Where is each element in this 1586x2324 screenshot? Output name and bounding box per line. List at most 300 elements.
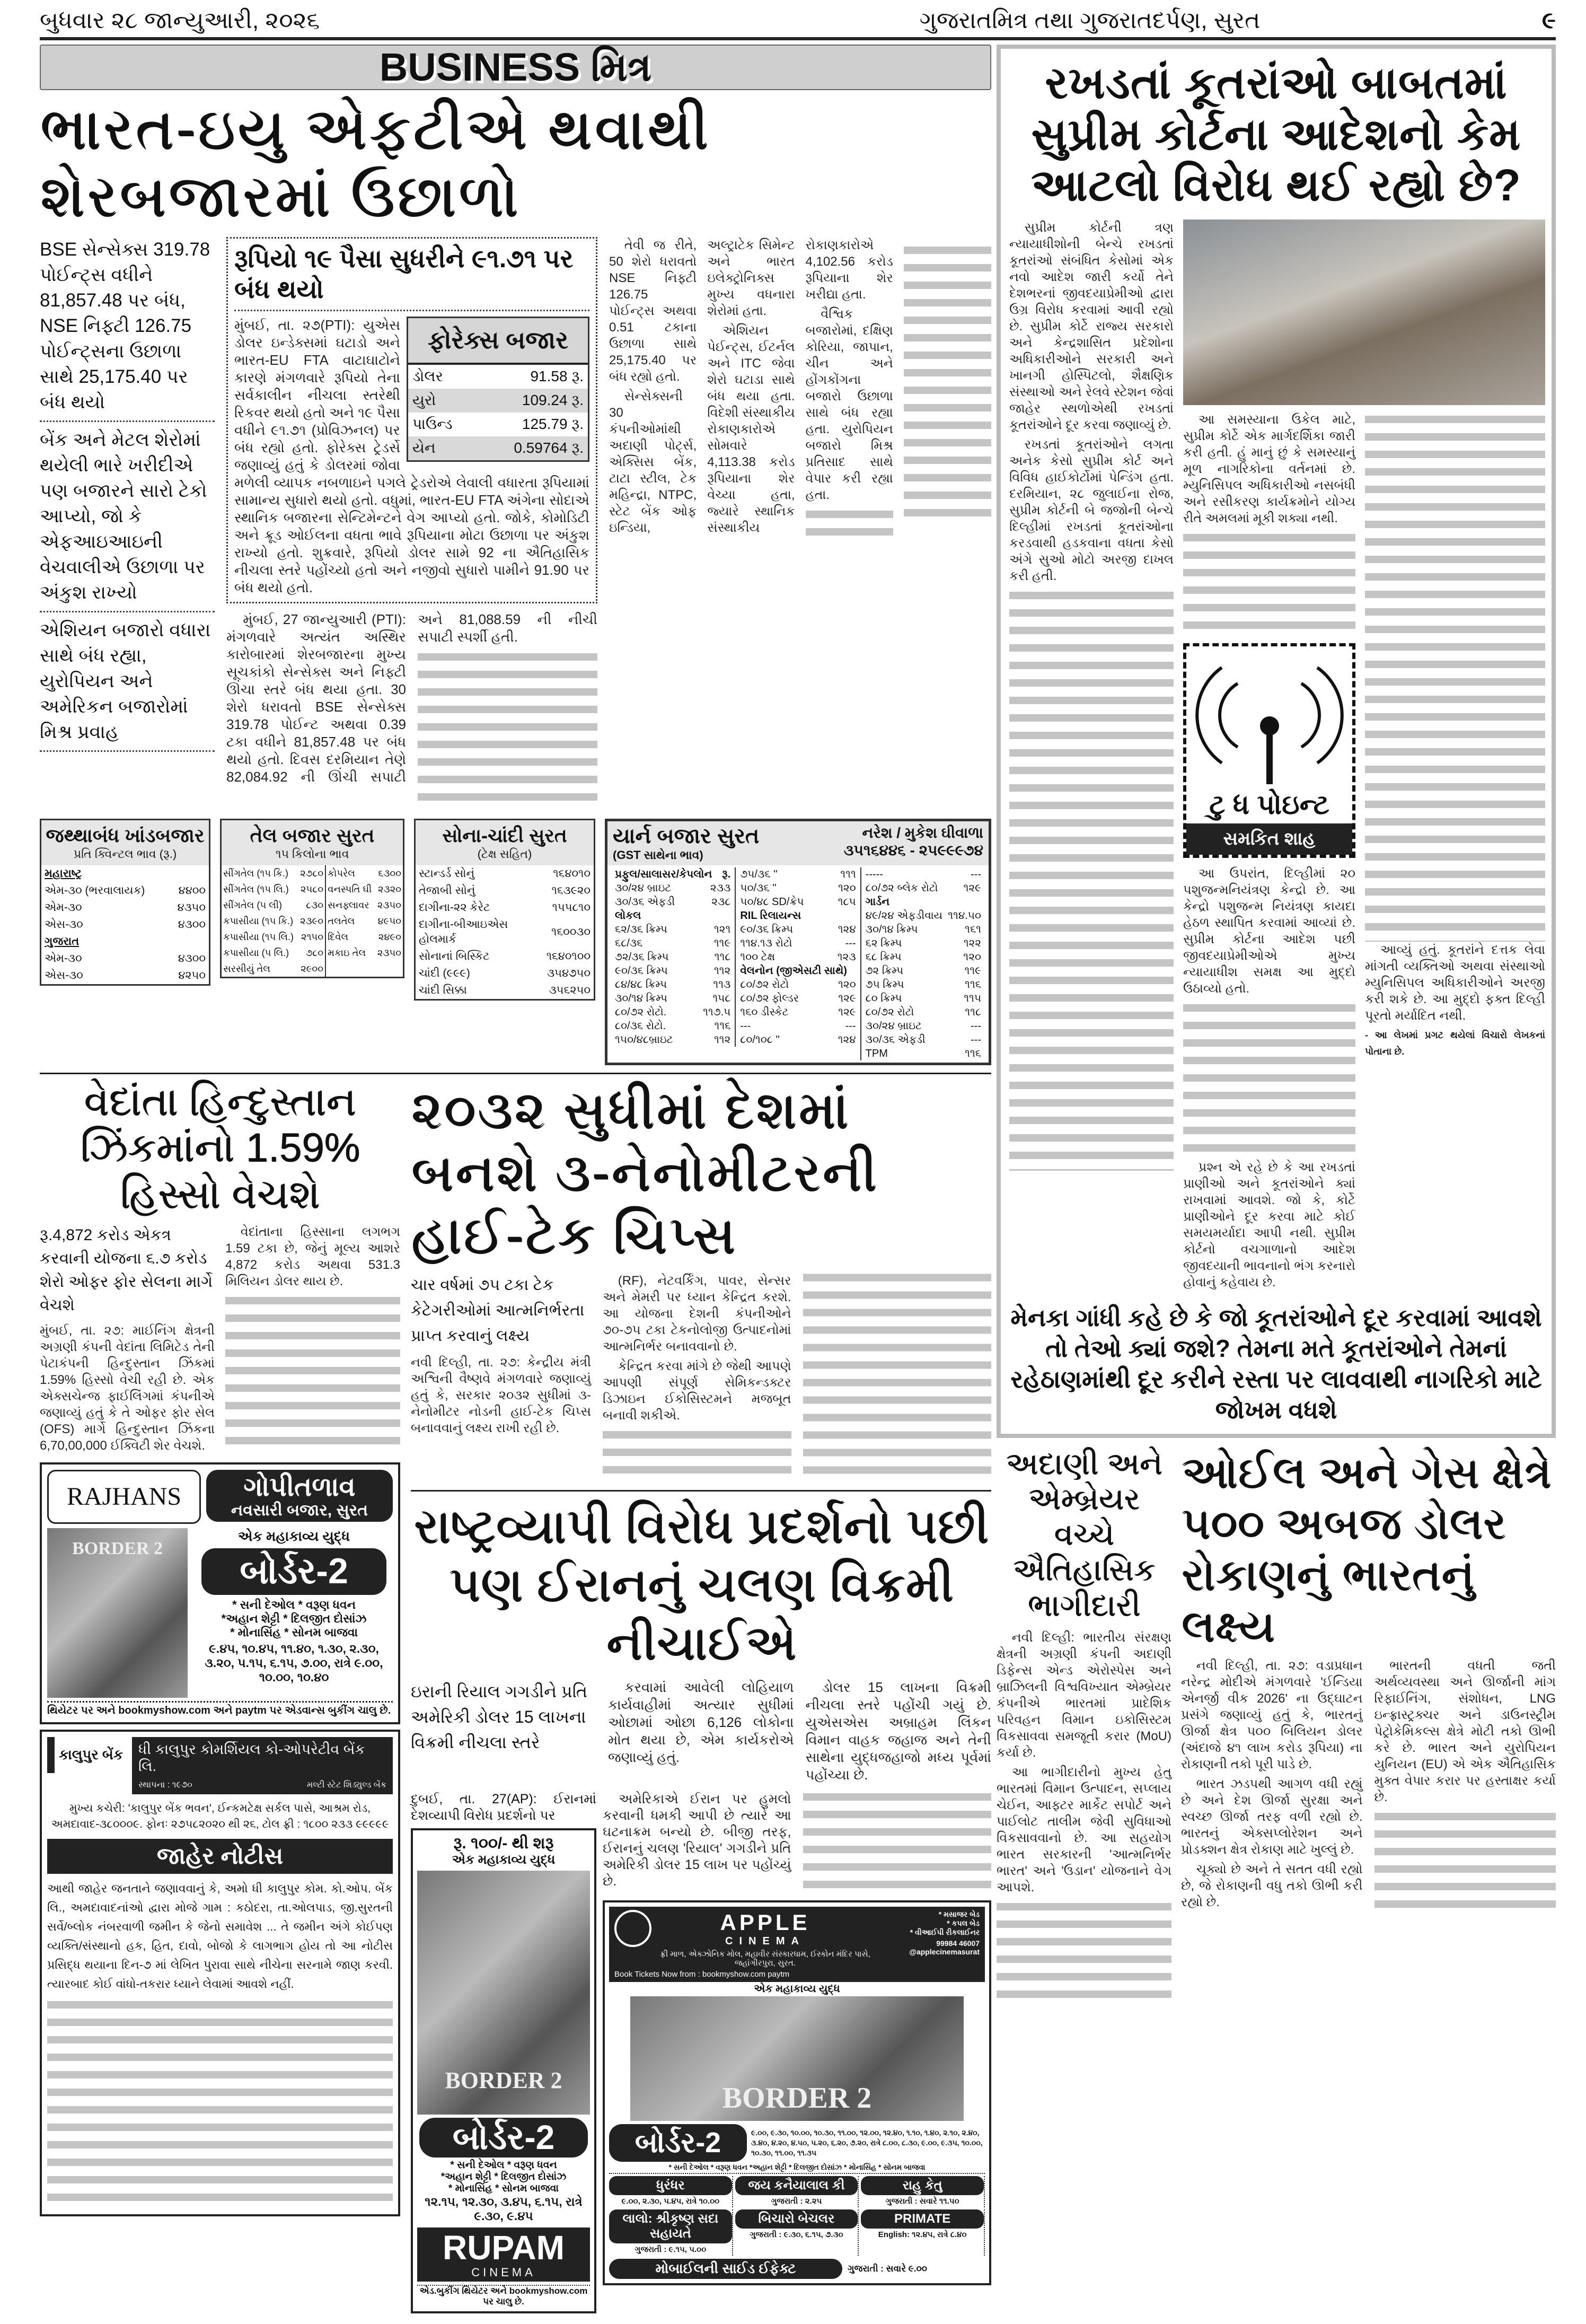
venue-name: ગોપીતળાવ (243, 1472, 356, 1502)
yarn-value: ૧૨૯ (838, 1006, 856, 1018)
yarn-label: ૭૨ ક્રિમ્પ (865, 965, 904, 977)
showtimes: ગુજરાતી : સવારે ૯.૦૦ (848, 2263, 927, 2274)
yarn-label: ૬૮/૩૬ (615, 937, 643, 949)
yarn-value: ૧૨૯ (963, 882, 981, 894)
table-row (416, 865, 594, 882)
apple-cinema-ad[interactable] (603, 1900, 991, 2285)
highlight-sensex: BSE સેન્સેક્સ 319.78 પોઈન્ટ્સ વધીને 81,857.48 પર બંધ, NSE નિફ્ટી 126.75 પોઈન્ટ્સના ઉછાળા સાથે 25,175.40 પર બંધ થયો (40, 237, 215, 422)
table-row (416, 916, 594, 948)
text-filler (47, 1997, 393, 2209)
film-listing[interactable] (609, 2176, 733, 2207)
kalupur-logo: કાલુપુર બેંક (47, 1737, 132, 1773)
yarn-value: રૂ. (722, 869, 731, 880)
iran-lower-columns (603, 1791, 991, 1895)
editorial-column-3 (1365, 411, 1545, 1060)
chip-kicker: ચાર વર્ષમાં ૭૫ ટકા ટેક કેટેગરીઓમાં આત્મનિર્ભરતા પ્રાપ્ત કરવાનું લક્ષ્ય (411, 1276, 585, 1345)
highlight-asian-markets: એશિયન બજારો વધારા સાથે બંધ રહ્યા, યુરોપિયન અને અમેરિકન બજારોમાં મિશ્ર પ્રવાહ (40, 612, 215, 752)
yarn-label: ૩૦/૧૪ ક્રિમ્પ (865, 924, 918, 935)
cast-line: *અહાન શેટ્ટી * દિલજીત દોસાંઝ (440, 2171, 567, 2182)
yarn-value: --- (971, 1020, 981, 1032)
yarn-row (740, 881, 856, 895)
currency-rate: 125.79 રૂ. (522, 416, 584, 432)
table-label: સરસીયું તેલ (223, 963, 270, 974)
film-title: PRIMATE (861, 2209, 984, 2229)
film-showtimes: ગુજરાતી : ૯.૩૦, ૬.૧૫, ૭.૩૦ (750, 2230, 843, 2239)
yarn-label: ૩૦/૨૪ બ્રાઇટ (615, 882, 672, 894)
yarn-row (615, 895, 730, 909)
yarn-label: ૯૦/૩૬ ક્રિમ્પ (740, 924, 794, 935)
table-label: કપાસીયા (૫ લિ.) (223, 948, 289, 958)
yarn-label: ----- (865, 869, 883, 880)
yarn-row (615, 992, 730, 1005)
oil-gas-headline: ઓઈલ અને ગેસ ક્ષેત્રે ૫૦૦ અબજ ડોલર રોકાણનું ભારતનું લક્ષ્ય (1181, 1446, 1552, 1651)
iran-headline: રાષ્ટ્રવ્યાપી વિરોધ પ્રદર્શનો પછી પણ ઈરાનનું ચલણ વિક્રમી નીચાઈએ (413, 1498, 989, 1670)
adani-paragraph: નવી દિલ્હી: ભારતીય સંરક્ષણ ક્ષેત્રની અગ્રણી કંપની અદાણી ડિફેન્સ એન્ડ એરોસ્પેસ અને બ્રાઝિલની વિશ્વવિખ્યાત એમ્બ્રેયર કંપનીએ ભારતમાં પ્રાદેશિક પરિવહન વિમાન ઇકોસિસ્ટમ વિકસાવવા સમજૂતી કરાર (MoU) કર્યા છે. (997, 1630, 1171, 1760)
main-story-intro: મુંબઈ, 27 જાન્યુઆરી (PTI): મંગળવારે અત્યંત અસ્થિર કારોબારમાં શેરબજારના મુખ્ય સૂચકાંકો સેન્સેક્સ અને નિફ્ટી ઊંચા સ્તરે બંધ થયા હતા. 30 શેરો ધરાવતો BSE સેન્સેક્સ 319.78 પોઈન્ટ અથવા 0.39 ટકા વધીને 81,857.48 પર બંધ થયો હતો. દિવસ દરમિયાન તેણે 82,084.92 ની ઊંચી સપાટી અને 81,088.59 ની નીચી સપાટી સ્પર્શી હતી. (226, 611, 597, 785)
iran-paragraph: ડોલર 15 લાખના વિક્રમી નીચલા સ્તરે પહોંચી ગયું છે. યુએસએસ અબ્રાહમ લિંકન વિમાન વાહક જહાજ અને તેની સાથેના યુદ્ધજહાજો મધ્ય પૂર્વમાં પહોંચ્યા છે. (805, 1679, 991, 1783)
yarn-row (866, 964, 981, 978)
to-the-point-column-logo (1183, 643, 1355, 858)
forex-table (407, 317, 589, 462)
yarn-label: ૩૦/૩૬ એફડી (865, 1034, 926, 1046)
adani-headline: અદાણી અને એમ્બ્રેયર વચ્ચે ઐતિહાસિક ભાગીદારી (1006, 1446, 1162, 1623)
yarn-value: ૧૬૧ (965, 924, 981, 935)
text-filler (1009, 587, 1174, 1171)
film-listing[interactable] (735, 2176, 859, 2207)
film-showtimes: ગુજરાતી : ૯.૧૫, ૫.૦૦ (635, 2244, 707, 2254)
apple-booking: Book Tickets Now from : bookmyshow.com paytm (614, 1969, 790, 1979)
yarn-value: ૧૧૨ (713, 1034, 731, 1046)
main-story-lower-columns (226, 611, 597, 808)
bank-name: ધી કાલુપુર કોમર્શિયલ કો-ઓપરેટીવ બેંક લિ. (138, 1741, 365, 1775)
currency-rate: 91.58 રૂ. (530, 368, 584, 384)
showtimes: ૯.૦૦, ૯.૩૦, ૧૦.૦૦, ૧૦.૩૦, ૧૧.૦૦, ૧૨.૦૦, ૧૨.૪૦, ૧.૧૦, ૧.૪૦, ૨.૧૦, ૨.૪૦, ૩.૪૦, ૪.૨૦, ૪.૫૦, ૫.૨૦, ૬.૨૦, ૭.૨૦, રાત્રે ૮.૦૦, ૮.૩૦, ૯.૦૦, ૯.૩૫, ૧૦.૦૦, ૧૦.૩૦, ૧૧.૦૦, ૧૧.૩૫ (751, 2128, 983, 2157)
yarn-column (860, 867, 985, 1060)
table-value (168, 933, 209, 950)
film-title: જય કનૈયાલાલ કી (735, 2176, 858, 2195)
table-value: ૨૩૯૦ (300, 916, 324, 926)
yarn-row (740, 978, 856, 992)
oil-paragraph: ચૂક્યો છે અને તે સતત વધી રહ્યો છે, જે રોકાણની વધુ તકો ઊભી કરી રહ્યો છે. (1181, 1862, 1363, 1910)
apple-logo: APPLE (720, 1909, 810, 1935)
table-value: ૨૩૫૦ (377, 948, 401, 958)
table-row (41, 967, 209, 984)
table-value: ૧૬૦૦૩૦ (551, 926, 591, 938)
yarn-row (740, 923, 856, 936)
yarn-value: --- (845, 937, 856, 949)
yarn-row (740, 909, 856, 923)
yarn-row (615, 1033, 730, 1047)
chip-paragraph: (RF), નેટવર્કિંગ, પાવર, સેન્સર અને મેમરી પર ધ્યાન કેન્દ્રિત કરશે. આ યોજના દેશની કંપનીઓને ૭૦-૭૫ ટકા ટેકનોલોજી ઉત્પાદનોમાં આત્મનિર્ભર બનાવવાનો છે. (603, 1274, 791, 1354)
yarn-row (740, 950, 856, 964)
table-value: ૨૩૫૦ (377, 900, 401, 910)
table-label: સોનાનાં બિસ્કિટ (419, 950, 490, 962)
rupee-headline: રૂપિયો ૧૯ પૈસા સુધરીને ૯૧.૭૧ પર બંધ થયો (234, 244, 589, 311)
table-value: ૨૭૮૦ (300, 868, 324, 879)
yarn-column (611, 867, 735, 1047)
lower-left-column (40, 1078, 400, 2216)
bottom-right-row (997, 1446, 1556, 2005)
forex-title: ફોરેક્સ બજાર (408, 318, 588, 365)
masthead (40, 7, 1556, 34)
currency-name: ડોલર (412, 368, 444, 384)
rajhans-details (195, 1528, 393, 1685)
table-label: તેજાબી સોનું (419, 884, 475, 897)
table-label: તલતેલ (325, 913, 375, 929)
table-value: ૪૨૫૦ (178, 969, 206, 981)
cast-line: * સની દેઓલ * વરૂણ ધવન (450, 2159, 557, 2171)
booking-info: એડ.બુકીંગ થિયેટર અને bookmyshow.com પર ચાલુ છે. (417, 2285, 590, 2307)
rupam-logo: RUPAM (443, 2228, 565, 2267)
movie-title: બોર્ડર-2 (419, 2118, 588, 2158)
forex-row (408, 365, 588, 389)
film-listing[interactable] (735, 2209, 859, 2256)
yarn-value: ૧૧૪.૫૦ (948, 910, 981, 922)
currency-name: યેન (412, 440, 436, 456)
opinion-section (997, 45, 1556, 2005)
table-row (41, 899, 209, 916)
rajhans-venue (206, 1470, 393, 1522)
editorial-paragraph: રખડતાં કૂતરાંઓને લગતા અનેક કેસો સુપ્રીમ કોર્ટ અને વિવિધ હાઈકોર્ટોમાં પેન્ડિંગ હતા. દરમિયાન, ૨૮ જુલાઈના રોજ, સુપ્રીમ કોર્ટની બે જજોની બેન્ચે દિલ્હીમાં રખડતાં કૂતરાંઓના કરડવાથી હડકવાના વધતા કેસો અંગે સુઓ મોટો અરજી દાખલ કરી હતી. (1009, 437, 1174, 583)
film-title: ધુરંધર (609, 2176, 732, 2195)
table-row (222, 961, 403, 977)
column-author: સમકિત શાહ (1186, 823, 1352, 855)
table-label: સીંગતેલ (૧૫ લિ.) (223, 884, 289, 894)
table-label: વનસ્પતિ ઘી (325, 881, 375, 897)
feature: * વીઆઈપી રીકલાઈનર (910, 1927, 980, 1936)
yarn-label: ૫૦/૪૮ SD/ક્રેપ (740, 896, 804, 908)
yarn-row (615, 1019, 730, 1033)
venue-address: નવસારી બજાર, સુરત (231, 1502, 368, 1520)
yarn-row (866, 1005, 981, 1019)
kalupur-bank-notice (40, 1730, 400, 2216)
iran-dateline: દુબઈ, તા. 27(AP): ઈરાનમાં દેશવ્યાપી વિરોધ પ્રદર્શનો પર (411, 1791, 596, 1823)
film-title: લાલો: શ્રીકૃષ્ણ સદા સહાયતે (609, 2209, 732, 2243)
ticket-price: રૂ. ૧૦૦/- થી શરૂ (453, 1834, 554, 1852)
table-label: ચાંદી (૯૯૯) (419, 967, 470, 979)
adani-body (997, 1629, 1171, 2005)
vedanta-body-2 (225, 1224, 400, 1452)
yarn-column (735, 867, 860, 1047)
yarn-label: ૩૦/૧૪ ક્રિમ્પ (615, 993, 667, 1004)
yarn-label: ૭૨/૩૬ ક્રિમ્પ (615, 951, 669, 963)
yarn-label: વેલનોન (જીએસટી સાથે) (740, 965, 847, 977)
iran-paragraph: કરવામાં આવેલી લોહિયાળ કાર્યવાહીમાં અત્યાર સુધીમાં ઓછામાં ઓછા 6,126 લોકોના મોત થયા છે, એમ કાર્યકરોએ જણાવ્યું હતું. (608, 1679, 794, 1765)
yarn-label: ગાર્ડન (865, 896, 890, 908)
table-row (416, 965, 594, 982)
currency-rate: 109.24 રૂ. (522, 392, 584, 408)
issue-date: બુધવાર ૨૮ જાન્યુઆરી, ૨૦૨૬ (40, 7, 320, 33)
table-label: દાગીના-બીઆઇએસ હોલમાર્ક (419, 918, 508, 945)
sugar-market-table (40, 819, 210, 986)
movie-title: મોબાઈલની સાઈડ ઈફેક્ટ (609, 2259, 842, 2279)
section-divider (411, 1490, 991, 1492)
sugar-title: જથ્થાબંધ ખાંડબજાર (46, 825, 205, 846)
yarn-market-table (605, 819, 991, 1065)
yarn-label: ૮૦/૭૨ ફોલ્ડર (740, 993, 799, 1004)
text-filler (997, 1899, 1171, 2005)
table-value: ૧૫૫૮૧૦ (552, 901, 591, 914)
oil-market-table (220, 819, 404, 978)
table-value: ૧૬૪૦૧૦૦ (546, 950, 591, 962)
yarn-row (740, 992, 856, 1005)
table-row (416, 899, 594, 916)
yarn-value: ૧૨૯ (838, 993, 856, 1004)
table-label: કોપરેલ (325, 865, 375, 881)
yarn-label: ૩૦/૨૪ બ્રાઇટ (865, 1020, 922, 1032)
table-label: એસ-૩૦ (45, 969, 83, 981)
yarn-value: ૨૩૮ (711, 896, 731, 908)
table-value: ૩૫૪૭૫૦ (547, 967, 591, 979)
highlight-bank-metal: બેંક અને મેટલ શેરોમાં થયેલી ભારે ખરીદીએ પણ બજારને સારો ટેકો આપ્યો, જો કે એફઆઇઆઇની વેચવાલીએ ઉછાળા પર અંકુશ રાખ્યો (40, 422, 215, 612)
main-story-paragraph: સેન્સેક્સની 30 કંપનીઓમાંથી અદાણી પોર્ટ્સ, એક્સિસ બેંક, ટાટા સ્ટીલ, ટેક મહિન્દ્રા, NTPC, સ્ટેટ બેંક ઓફ ઇન્ડિયા, અલ્ટ્રાટેક સિમેન્ટ અને ભારત ઇલેક્ટ્રોનિક્સ મુખ્ય વધનારા શેરોમાં હતા. (609, 238, 795, 535)
rajhans-cinema-ad[interactable] (40, 1462, 400, 1724)
main-headline: ભારત-ઇયુ એફટીએ થવાથી શેરબજારમાં ઉછાળો (40, 96, 711, 229)
table-label (325, 961, 375, 977)
yarn-phone: ૩૫૧૬૪૪૬ - ૨૫૯૯૯૭૪ (843, 842, 983, 858)
rupam-cinema-ad[interactable] (411, 1828, 596, 2313)
chip-headline: ૨૦૩૨ સુધીમાં દેશમાં બનશે ૩-નેનોમીટરની હાઈ-ટેક ચિપ્સ (411, 1080, 878, 1265)
table-row (416, 882, 594, 899)
tagline: એક મહાકાવ્ય યુદ્ધ (452, 1852, 556, 1867)
page-number: ૯ (1541, 7, 1556, 33)
yarn-value: ૧૨૨ (963, 937, 981, 949)
showtimes: ૧૨.૧૫, ૧૨.૩૦, ૩.૪૫, ૬.૧૫, રાત્રે ૯.૩૦, ૯.૪૫ (425, 2194, 583, 2223)
table-label: સ્ટાન્ડર્ડ સોનું (419, 867, 475, 880)
table-label: કપાસીયા (૧૫ કિ.) (223, 916, 294, 926)
yarn-value: ૧૨૦ (838, 979, 856, 990)
chip-columns (603, 1273, 991, 1483)
chip-body-1: નવી દિલ્હી, તા. ૨૭: કેન્દ્રીય મંત્રી અશ્વિની વૈષ્ણવે મંગળવારે જણાવ્યું હતું કે, સરકાર ૨૦૩૨ સુધીમાં ૩-નેનોમીટર નોડની હાઈ-ટેક ચિપ્સ બનાવવાનું લક્ષ્ય રાખી રહી છે. (411, 1355, 591, 1435)
iran-paragraph: અમેરિકાએ ઈરાન પર હુમલો કરવાની ધમકી આપી છે ત્યારે આ ઘટનાક્રમ બન્યો છે. બીજી તરફ, ઈરાનનું ચલણ 'રિયાલ' ગગડીને પ્રતિ અમેરિકી ડોલર 15 લાખ પર પહોંચ્યું છે. (603, 1791, 791, 1889)
yarn-row (740, 1019, 856, 1033)
editorial-disclaimer: - આ લેખમાં પ્રગટ થયેલાં વિચારો લેખકનાં પોતાના છે. (1365, 1029, 1545, 1057)
editorial-box (997, 45, 1556, 1438)
yarn-row (740, 1005, 856, 1019)
table-value: ૨૧૫૦ (301, 932, 324, 942)
sugar-subtitle: પ્રતિ ક્વિન્ટલ ભાવ (રૂ.) (73, 847, 177, 861)
yarn-row (615, 950, 730, 964)
movie-title: બોર્ડર-2 (201, 1548, 386, 1595)
yarn-label: --- (740, 1020, 751, 1032)
yarn-value: ૧૨૪ (838, 924, 856, 935)
main-story-paragraph: વૈશ્વિક બજારોમાં, દક્ષિણ કોરિયા, જાપાન, ચીન અને હોંગકોંગના બજારો ઉછાળા સાથે બંધ રહ્યા હતા. યુરોપિયન બજારો મિશ્ર પ્રતિસાદ સાથે વેપાર કરી રહ્યા હતા. (805, 307, 893, 502)
table-row (222, 929, 403, 945)
yarn-value: ૧૧૧ (840, 869, 856, 880)
yarn-value: ૧૨૧ (713, 924, 731, 935)
rupee-and-lead-column (226, 237, 597, 808)
iran-columns (608, 1679, 991, 1784)
yarn-row (866, 1019, 981, 1033)
yarn-row (866, 992, 981, 1005)
yarn-value: ૧૧૫ (964, 993, 981, 1004)
table-value (375, 961, 403, 977)
yarn-row (866, 909, 981, 923)
currency-rate: 0.59764 રૂ. (514, 440, 584, 456)
table-row (41, 933, 209, 950)
table-value: ૧૬૪૦૧૦ (553, 867, 591, 880)
table-row (222, 865, 403, 881)
yarn-label: ૮૦ ક્રિમ્પ (865, 993, 902, 1004)
yarn-value: --- (971, 869, 981, 880)
yarn-value: ૧૧૮ (965, 1006, 981, 1018)
table-value: ૮૩૦ (306, 900, 324, 910)
table-value: ૩૫૬૨૫૦ (549, 984, 591, 996)
yarn-value: ૧૨૦ (963, 951, 981, 963)
text-filler (418, 649, 597, 808)
yarn-row (740, 895, 856, 909)
lower-row (40, 1078, 991, 2313)
table-value (168, 865, 209, 882)
yarn-row (615, 923, 730, 936)
yarn-label: પ્રફુલ/સાલાસર/કેપલોન (615, 869, 712, 880)
yarn-label: ૮૪/૪૮ ક્રિમ્પ (615, 979, 667, 990)
highlights-column (40, 237, 215, 752)
yarn-value: --- (845, 1020, 856, 1032)
film-listing[interactable] (609, 2209, 733, 2256)
editorial-column-1 (1009, 220, 1174, 1171)
oil-paragraph: ભારતની વધતી જતી અર્થવ્યવસ્થા અને ઊર્જાની માંગ રિફાઈનિંગ, સંશોધન, LNG ઇન્ફ્રાસ્ટ્રક્ચર અને ડાઉનસ્ટ્રીમ પેટ્રોકેમિકલ્સ ક્ષેત્રે મોટી તકો ઊભી કરે છે. ભારત અને યુરોપિયન યુનિયન (EU) એ એક ઐતિહાસિક મુક્ત વેપાર કરાર પર હસ્તાક્ષર કર્યા છે. (1374, 1659, 1556, 1805)
table-group-label: મહારાષ્ટ્ર (45, 867, 82, 880)
forex-row (408, 389, 588, 413)
yarn-label: ૩૦/૩૬ એફડી (615, 896, 675, 908)
yarn-value: --- (971, 1034, 981, 1046)
editorial-pull-quote: મેનકા ગાંધી કહે છે કે જો કૂતરાંઓને દૂર કરવામાં આવશે તો તેઓ ક્યાં જશે? તેમના મતે કૂતરાંઓને તેમનાં રહેઠાણમાંથી દૂર કરીને રસ્તા પર લાવવાથી નાગરિકો માટે જોખમ વધશે (1010, 1303, 1542, 1424)
rupee-box (226, 237, 597, 603)
table-value: ૨૪૯૦ (378, 932, 401, 942)
tagline: એક મહાકાવ્ય યુદ્ધ (238, 1528, 350, 1545)
table-value: ૪૩૦૦ (178, 918, 206, 931)
yarn-label: ૧૫૦/૪૮બ્રાઇટ (615, 1034, 673, 1046)
vedanta-headline: વેદાંતા હિન્દુસ્તાન ઝિંકમાંનો 1.59% હિસ્સો વેચશે (80, 1079, 360, 1217)
rupam-logo-sub: CINEMA (471, 2265, 536, 2279)
table-label: સનફ્લાવર (325, 897, 375, 913)
yarn-row (866, 1033, 981, 1047)
film-listing[interactable] (861, 2209, 985, 2256)
yarn-label: ૬૨/૩૬ ક્રિમ્પ (615, 924, 667, 935)
yarn-value: ૧૧૩ (713, 979, 731, 990)
yarn-value: ૧૧૭.૫ (703, 1006, 731, 1018)
table-value: ૪૩૦૦ (178, 952, 206, 964)
film-showtimes: ગુજરાતી : સવારે ૧૧.૫૦ (885, 2196, 959, 2206)
table-value: ૭૮૦ (305, 948, 324, 958)
cast-line: * સની દેઓલ * વરૂણ ધવન *અહાન શેટ્ટી * દિલજીત દોસાંઝ * મોનાસિંહ * સોનમ બાજવા (609, 2162, 985, 2174)
table-row (222, 913, 403, 929)
showtimes: ૯.૪૫, ૧૦.૪૫, ૧૧.૪૦, ૧.૩૦, ૨.૩૦, ૩.૨૦, ૫.૧૫, ૬.૧૫, ૭.૦૦, રાત્રે ૯.૦૦, ૧૦.૦૦, ૧૦.૪૦ (205, 1642, 383, 1685)
business-section (40, 45, 991, 2313)
rupee-body: મુંબઈ, તા. ૨૭(PTI): યુએસ ડોલર ઇન્ડેક્સમાં ઘટાડો અને ભારત-EU FTA વાટાઘાટોને કારણે મંગળવારે રૂપિયો તેના સર્વકાલીન નીચલા સ્તરેથી રિકવર થયો હતો અને ૧૯ પૈસા વધીને ૯૧.૭૧ (પ્રોવિઝનલ) પર બંધ રહ્યો હતો. ફોરેક્સ ટ્રેડર્સે જણાવ્યું હતું કે ડોલરમાં જોવા મળેલી વ્યાપક નબળાઇને પગલે ટ્રેડરોએ લેવાલી વધારતા રૂપિયામાં સામાન્ય સુધારો થયો હતો. વધુમાં, ભારત-EU FTA અંગેના સોદાએ સ્થાનિક બજારના સેન્ટિમેન્ટને વેગ આપ્યો હતો. જોકે, કોમોડિટી અને ક્રૂડ ઓઈલના વધતા ભાવે રૂપિયાના મોટા ઉછાળા પર અંકુશ રાખ્યો હતો. શુક્રવારે, રૂપિયો ડોલર સામે 92 ના ઐતિહાસિક નીચલા સ્તરે પહોંચ્યો હતો અને નજીવો સુધારો પામીને 91.90 પર બંધ થયો હતો. (234, 317, 589, 595)
yarn-value: ૧૫૮ (712, 993, 731, 1004)
table-row (416, 982, 594, 999)
border2-poster: BORDER 2 (47, 1528, 188, 1698)
section-banner: BUSINESS મિત્ર (40, 45, 991, 90)
table-group-label: ગુજરાત (45, 935, 80, 948)
yarn-label: ૮૦/૭૨ રોટો (740, 979, 789, 990)
text-filler (225, 1293, 400, 1452)
yarn-label: ૧૬૦ ડીસ્કેટ (740, 1006, 789, 1018)
yarn-row (615, 867, 730, 881)
table-label: દાગીના-૨૨ કેરેટ (419, 901, 490, 914)
apple-address: ફ્રી માળ, એક્ઝોનિક મોલ, મહાવીર સંસ્કારધામ, ઈસ્કોન મંદિર પાસે, જહાંગીરપુરા, સુરત. (660, 1949, 870, 1968)
film-title: રાહુ કેતુ (861, 2176, 984, 2195)
yarn-title: યાર્ન બજાર સુરત (613, 825, 760, 848)
column-logo-text: ટુ ધ પોઇન્ટ (1209, 789, 1329, 820)
yarn-label: ૮૦/૩૬ રોટો. (615, 1020, 666, 1032)
currency-name: પાઉન્ડ (412, 416, 453, 432)
vedanta-body-1: મુંબઈ, તા. ૨૭: માઈનિંગ ક્ષેત્રની અગ્રણી કંપની વેદાંતા લિમિટેડ તેની પેટાકંપની હિન્દુસ્તાન ઝિંકમાં 1.59% હિસ્સો વેચી રહી છે. એક એક્સચેન્જ ફાઈલિંગમાં કંપનીએ જણાવ્યું હતું કે તે ઓફર ફોર સેલ (OFS) માર્ગે હિન્દુસ્તાન ઝિંકના 6,70,00,000 ઈક્વિટી શેર વેચશે. (40, 1323, 215, 1453)
yarn-row (740, 867, 856, 881)
yarn-dealer: નરેશ / મુકેશ ઘીવાળા (862, 825, 983, 841)
yarn-label: ૮૦/૭૨ રોટો. (615, 1006, 667, 1018)
yarn-row (615, 881, 730, 895)
film-listing[interactable] (861, 2176, 985, 2207)
currency-name: યુરો (412, 392, 436, 408)
phone: 99984 46007 (936, 1939, 980, 1948)
film-showtimes: English: ૧૨.૪૫, રાત્રે ૮.૪૦ (878, 2230, 967, 2239)
adani-paragraph: આ ભાગીદારીનો મુખ્ય હેતુ ભારતમાં વિમાન ઉત્પાદન, સપ્લાય ચેઈન, આફ્ટર માર્કેટ સપોર્ટ અને પાઈલોટ તાલીમ જેવી સુવિધાઓ વિકસાવવાનો છે. આ સહયોગ ભારત સરકારની 'આત્મનિર્ભર ભારત' અને 'ઉડાન' યોજનાને વેગ આપશે. (997, 1765, 1171, 1895)
gold-silver-title: સોના-ચાંદી સુરત (442, 825, 567, 846)
yarn-label: ૮૦/૭૨ રોટો (865, 1006, 914, 1018)
film-showtimes: ૯.૦૦, ૨.૩૦, ૫.૪૫, રાત્રે ૧૦.૦૦ (621, 2196, 720, 2206)
main-story-paragraph: તેવી જ રીતે, 50 શેરો ધરાવતો NSE નિફ્ટી 126.75 પોઈન્ટ્સ અથવા 0.51 ટકાના ઉછાળા સાથે 25,175.40 પર બંધ રહ્યો હતો. (609, 238, 697, 384)
yarn-row (866, 936, 981, 950)
editorial-paragraph: આ સમસ્યાના ઉકેલ માટે, સુપ્રીમ કોર્ટે એક માર્ગદર્શિકા જારી કરી હતી. હું માનું છું કે સમસ્યાનું મૂળ નાગરિકોના વર્તનમાં છે. મ્યુનિસિપલ અધિકારીઓ નસબંધી અને રસીકરણ કાર્યક્રમોને યોગ્ય રીતે અમલમાં મૂકી શક્યા નથી. (1183, 412, 1355, 525)
yarn-label: TPM (865, 1048, 888, 1059)
table-row (222, 881, 403, 897)
tagline: એક મહાકાવ્ય યુદ્ધ (754, 1983, 840, 1995)
table-value: ૪૪૦૦ (178, 884, 206, 897)
film-showtimes: ગુજરાતી : ૨.૨૫ (771, 2196, 822, 2206)
yarn-row (740, 1033, 856, 1047)
market-tables-row (40, 819, 991, 1065)
table-value: ૨૯૦૦ (301, 963, 324, 974)
vedanta-kicker: રૂ.4,872 કરોડ એકત્ર કરવાની યોજના ૬.૭ કરોડ શેરો ઓફર ફોર સેલના માર્ગે વેચશે (40, 1226, 213, 1314)
border2-poster: BORDER 2 (417, 1871, 590, 2115)
table-label: એસ-૩૦ (45, 918, 83, 931)
table-row (41, 865, 209, 882)
yarn-row (615, 978, 730, 992)
yarn-value: ૧૮૫ (838, 896, 856, 908)
table-row (222, 897, 403, 913)
cast-line: *અહાન શેટ્ટી * દિલજીત દોસાંઝ (221, 1612, 367, 1626)
bank-type: મલ્ટી સ્ટેટ શિડ્યુલ્ડ બેંક (306, 1781, 386, 1790)
editorial-column-2a (1183, 411, 1355, 636)
yarn-row (866, 1047, 981, 1060)
masthead-rule (40, 37, 1556, 40)
cast-line: * મોનાસિંહ * સોનમ બાજવા (448, 2182, 559, 2194)
yarn-value: ૧૧૬ (965, 979, 981, 990)
main-story-paragraph: એશિયન પેઈન્ટ્સ, ઈટર્નલ અને ITC જેવા શેરો ઘટાડા સાથે બંધ થયા હતા. વિદેશી સંસ્થાકીય રોકાણકારોએ સોમવારે 4,113.38 કરોડ રૂપિયાના શેર વેચ્યા હતા, જ્યારે સ્થાનિક સંસ્થાકીય રોકાણકારોએ 4,102.56 કરોડ રૂપિયાના શેર ખરીદ્યા હતા. (707, 238, 893, 535)
oil-gas-columns (1181, 1658, 1556, 1915)
forex-row (408, 413, 588, 436)
editorial-headline: રખડતાં કૂતરાંઓ બાબતમાં સુપ્રીમ કોર્ટના આદેશનો કેમ આટલો વિરોધ થઈ રહ્યો છે? (1031, 58, 1521, 211)
yarn-row (615, 964, 730, 978)
instagram: @applecinemasurat (909, 1947, 980, 1956)
yarn-label: ૭૫/૩૬ '' (740, 869, 778, 880)
yarn-label: ૬૨ ક્રિમ્પ (865, 937, 902, 949)
iran-kicker: ઇરાની રિયાલ ગગડીને પ્રતિ અમેરિકી ડોલર 15 લાખના વિક્રમી નીચલા સ્તરે (411, 1681, 588, 1752)
apple-logo-sub: CINEMA (725, 1935, 805, 1947)
table-label: સીંગતેલ (૧૫ કિ.) (223, 868, 288, 879)
table-label: ચાંદી સિક્કા (419, 984, 467, 996)
table-row (416, 948, 594, 965)
yarn-row (866, 923, 981, 936)
yarn-row (866, 867, 981, 881)
yarn-label: ૫૦/૩૬ '' (740, 882, 777, 894)
yarn-label: લોકલ (615, 910, 641, 922)
yarn-row (615, 1005, 730, 1019)
table-value: ૪૯૫૦ (377, 916, 401, 926)
